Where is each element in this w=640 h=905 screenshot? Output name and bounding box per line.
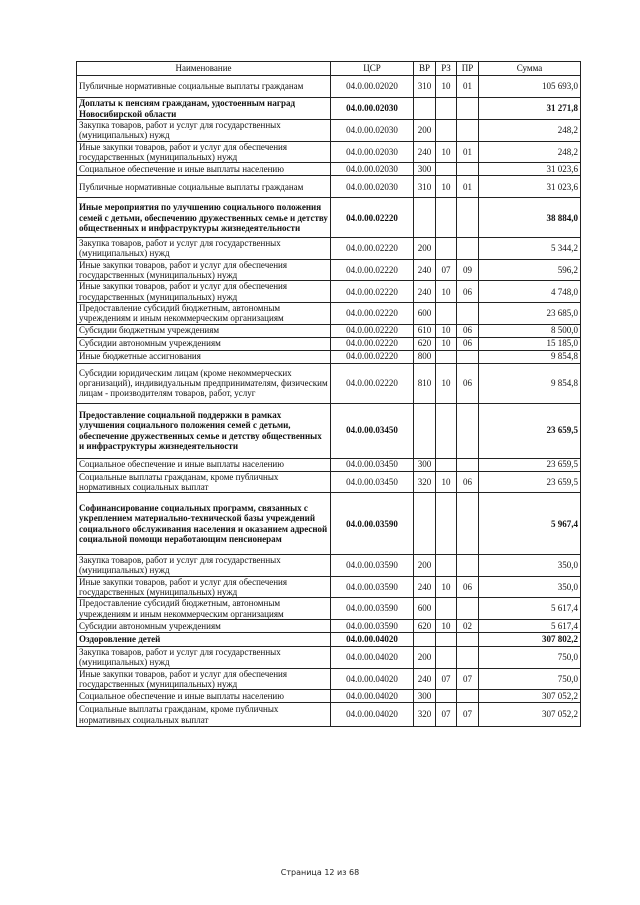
cell-name: Предоставление субсидий бюджетным, автономным учреждениям и иным некоммерческим организациям bbox=[77, 302, 331, 324]
cell-csr: 04.0.00.02030 bbox=[331, 141, 414, 163]
cell-name: Социальное обеспечение и иные выплаты населению bbox=[77, 458, 331, 471]
cell-vr: 200 bbox=[414, 238, 436, 260]
cell-vr: 240 bbox=[414, 141, 436, 163]
cell-csr: 04.0.00.04020 bbox=[331, 646, 414, 668]
table-row bbox=[77, 363, 581, 403]
cell-pr: 06 bbox=[457, 363, 479, 403]
cell-vr: 200 bbox=[414, 120, 436, 142]
cell-pr: 09 bbox=[457, 259, 479, 281]
cell-sum: 307 052,2 bbox=[479, 690, 581, 703]
cell-csr: 04.0.00.04020 bbox=[331, 703, 414, 727]
table-row bbox=[77, 471, 581, 493]
cell-rz: 10 bbox=[436, 619, 457, 632]
cell-sum: 105 693,0 bbox=[479, 76, 581, 98]
cell-pr: 06 bbox=[457, 324, 479, 337]
cell-rz bbox=[436, 555, 457, 577]
cell-vr: 810 bbox=[414, 363, 436, 403]
cell-sum: 750,0 bbox=[479, 668, 581, 690]
cell-rz: 10 bbox=[436, 471, 457, 493]
table-row bbox=[77, 619, 581, 632]
cell-sum: 596,2 bbox=[479, 259, 581, 281]
cell-name: Иные бюджетные ассигнования bbox=[77, 350, 331, 363]
header-rz: РЗ bbox=[436, 62, 457, 76]
cell-name: Социальные выплаты гражданам, кроме публичных нормативных социальных выплат bbox=[77, 471, 331, 493]
cell-rz bbox=[436, 120, 457, 142]
table-row bbox=[77, 238, 581, 260]
cell-vr bbox=[414, 98, 436, 120]
cell-csr: 04.0.00.02220 bbox=[331, 198, 414, 238]
cell-pr: 06 bbox=[457, 576, 479, 598]
table-row bbox=[77, 120, 581, 142]
cell-vr: 240 bbox=[414, 281, 436, 303]
cell-rz bbox=[436, 238, 457, 260]
cell-pr bbox=[457, 350, 479, 363]
cell-rz: 10 bbox=[436, 324, 457, 337]
cell-pr: 01 bbox=[457, 76, 479, 98]
cell-csr: 04.0.00.02220 bbox=[331, 363, 414, 403]
cell-csr: 04.0.00.02030 bbox=[331, 120, 414, 142]
cell-vr: 610 bbox=[414, 324, 436, 337]
cell-rz: 10 bbox=[436, 76, 457, 98]
cell-name: Публичные нормативные социальные выплаты гражданам bbox=[77, 76, 331, 98]
cell-csr: 04.0.00.02220 bbox=[331, 238, 414, 260]
cell-rz: 10 bbox=[436, 281, 457, 303]
cell-name: Софинансирование социальных программ, связанных с укреплением материально-технической базы учреждений социального обслуживания населения и оказанием адресной социальной помощи неработающим пенсионерам bbox=[77, 493, 331, 555]
cell-rz: 07 bbox=[436, 703, 457, 727]
header-pr: ПР bbox=[457, 62, 479, 76]
cell-sum: 350,0 bbox=[479, 555, 581, 577]
cell-rz bbox=[436, 198, 457, 238]
table-row bbox=[77, 259, 581, 281]
table-row bbox=[77, 598, 581, 620]
cell-sum: 4 748,0 bbox=[479, 281, 581, 303]
cell-csr: 04.0.00.03590 bbox=[331, 576, 414, 598]
cell-sum: 248,2 bbox=[479, 141, 581, 163]
table-row bbox=[77, 98, 581, 120]
cell-pr: 07 bbox=[457, 703, 479, 727]
cell-rz bbox=[436, 458, 457, 471]
table-row bbox=[77, 198, 581, 238]
cell-rz bbox=[436, 632, 457, 646]
cell-vr: 300 bbox=[414, 458, 436, 471]
cell-csr: 04.0.00.04020 bbox=[331, 668, 414, 690]
cell-vr: 600 bbox=[414, 302, 436, 324]
cell-name: Предоставление субсидий бюджетным, автономным учреждениям и иным некоммерческим организациям bbox=[77, 598, 331, 620]
cell-rz bbox=[436, 350, 457, 363]
cell-name: Социальное обеспечение и иные выплаты населению bbox=[77, 690, 331, 703]
table-row bbox=[77, 163, 581, 176]
cell-name: Иные мероприятия по улучшению социального положения семей с детьми, обеспечению дружественных семье и детству общественных и инфраструктуры жизнедеятельности bbox=[77, 198, 331, 238]
table-row bbox=[77, 141, 581, 163]
cell-rz: 07 bbox=[436, 668, 457, 690]
cell-pr bbox=[457, 555, 479, 577]
cell-vr: 300 bbox=[414, 163, 436, 176]
table-row bbox=[77, 302, 581, 324]
header-sum: Сумма bbox=[479, 62, 581, 76]
cell-pr: 02 bbox=[457, 619, 479, 632]
cell-name: Закупка товаров, работ и услуг для государственных (муниципальных) нужд bbox=[77, 646, 331, 668]
cell-sum: 8 500,0 bbox=[479, 324, 581, 337]
cell-vr bbox=[414, 632, 436, 646]
cell-sum: 5 617,4 bbox=[479, 619, 581, 632]
table-row bbox=[77, 458, 581, 471]
cell-pr bbox=[457, 163, 479, 176]
cell-csr: 04.0.00.02220 bbox=[331, 324, 414, 337]
cell-name: Иные закупки товаров, работ и услуг для обеспечения государственных (муниципальных) нужд bbox=[77, 668, 331, 690]
cell-sum: 31 023,6 bbox=[479, 163, 581, 176]
cell-pr bbox=[457, 238, 479, 260]
table-row bbox=[77, 555, 581, 577]
cell-sum: 23 659,5 bbox=[479, 403, 581, 458]
cell-name: Закупка товаров, работ и услуг для государственных (муниципальных) нужд bbox=[77, 555, 331, 577]
cell-vr: 620 bbox=[414, 337, 436, 350]
cell-rz bbox=[436, 163, 457, 176]
table-row bbox=[77, 576, 581, 598]
cell-pr bbox=[457, 646, 479, 668]
cell-csr: 04.0.00.02030 bbox=[331, 176, 414, 198]
cell-pr bbox=[457, 458, 479, 471]
cell-name: Иные закупки товаров, работ и услуг для обеспечения государственных (муниципальных) нужд bbox=[77, 259, 331, 281]
table-header bbox=[77, 62, 581, 76]
cell-pr bbox=[457, 598, 479, 620]
table-row bbox=[77, 632, 581, 646]
cell-name: Оздоровление детей bbox=[77, 632, 331, 646]
cell-pr: 01 bbox=[457, 176, 479, 198]
cell-name: Субсидии автономным учреждениям bbox=[77, 619, 331, 632]
cell-sum: 23 659,5 bbox=[479, 471, 581, 493]
cell-sum: 750,0 bbox=[479, 646, 581, 668]
cell-name: Иные закупки товаров, работ и услуг для обеспечения государственных (муниципальных) нужд bbox=[77, 281, 331, 303]
cell-pr: 06 bbox=[457, 281, 479, 303]
cell-sum: 31 023,6 bbox=[479, 176, 581, 198]
cell-csr: 04.0.00.02030 bbox=[331, 98, 414, 120]
cell-sum: 31 271,8 bbox=[479, 98, 581, 120]
page-footer: Страница 12 из 68 bbox=[280, 868, 360, 877]
cell-sum: 9 854,8 bbox=[479, 350, 581, 363]
table-row bbox=[77, 350, 581, 363]
cell-sum: 248,2 bbox=[479, 120, 581, 142]
header-name: Наименование bbox=[77, 62, 331, 76]
cell-sum: 23 685,0 bbox=[479, 302, 581, 324]
cell-pr bbox=[457, 198, 479, 238]
cell-csr: 04.0.00.03590 bbox=[331, 555, 414, 577]
cell-name: Закупка товаров, работ и услуг для государственных (муниципальных) нужд bbox=[77, 120, 331, 142]
cell-vr: 620 bbox=[414, 619, 436, 632]
cell-sum: 15 185,0 bbox=[479, 337, 581, 350]
cell-rz: 10 bbox=[436, 141, 457, 163]
table-row bbox=[77, 493, 581, 555]
cell-vr: 310 bbox=[414, 176, 436, 198]
cell-pr: 01 bbox=[457, 141, 479, 163]
cell-sum: 307 052,2 bbox=[479, 703, 581, 727]
table-row bbox=[77, 76, 581, 98]
cell-name: Субсидии юридическим лицам (кроме некоммерческих организаций), индивидуальным предпринимателям, физическим лицам - производителям товаров, работ, услуг bbox=[77, 363, 331, 403]
cell-name: Социальные выплаты гражданам, кроме публичных нормативных социальных выплат bbox=[77, 703, 331, 727]
cell-pr bbox=[457, 690, 479, 703]
cell-pr: 06 bbox=[457, 337, 479, 350]
cell-csr: 04.0.00.02220 bbox=[331, 281, 414, 303]
table-row bbox=[77, 324, 581, 337]
cell-vr: 800 bbox=[414, 350, 436, 363]
table-body bbox=[77, 76, 581, 727]
cell-rz: 10 bbox=[436, 337, 457, 350]
cell-rz: 10 bbox=[436, 363, 457, 403]
cell-vr: 310 bbox=[414, 76, 436, 98]
cell-vr: 300 bbox=[414, 690, 436, 703]
cell-vr bbox=[414, 403, 436, 458]
cell-csr: 04.0.00.03590 bbox=[331, 598, 414, 620]
cell-rz bbox=[436, 302, 457, 324]
table-row bbox=[77, 176, 581, 198]
cell-sum: 9 854,8 bbox=[479, 363, 581, 403]
table-row bbox=[77, 668, 581, 690]
cell-rz bbox=[436, 598, 457, 620]
table-row bbox=[77, 337, 581, 350]
cell-pr bbox=[457, 302, 479, 324]
cell-pr: 06 bbox=[457, 471, 479, 493]
cell-name: Предоставление социальной поддержки в рамках улучшения социального положения семей с детьми, обеспечение дружественных семье и детству общественных и инфраструктуры жизнедеятельности bbox=[77, 403, 331, 458]
cell-vr: 240 bbox=[414, 576, 436, 598]
cell-rz bbox=[436, 98, 457, 120]
cell-csr: 04.0.00.02030 bbox=[331, 163, 414, 176]
cell-pr bbox=[457, 493, 479, 555]
table-row bbox=[77, 281, 581, 303]
cell-vr: 600 bbox=[414, 598, 436, 620]
cell-sum: 350,0 bbox=[479, 576, 581, 598]
cell-name: Субсидии автономным учреждениям bbox=[77, 337, 331, 350]
cell-vr bbox=[414, 198, 436, 238]
cell-name: Иные закупки товаров, работ и услуг для обеспечения государственных (муниципальных) нужд bbox=[77, 576, 331, 598]
header-vr: ВР bbox=[414, 62, 436, 76]
cell-rz: 10 bbox=[436, 576, 457, 598]
cell-rz bbox=[436, 646, 457, 668]
cell-sum: 5 344,2 bbox=[479, 238, 581, 260]
cell-csr: 04.0.00.03590 bbox=[331, 619, 414, 632]
cell-vr: 240 bbox=[414, 668, 436, 690]
cell-name: Публичные нормативные социальные выплаты гражданам bbox=[77, 176, 331, 198]
cell-name: Доплаты к пенсиям гражданам, удостоенным наград Новосибирской области bbox=[77, 98, 331, 120]
cell-vr: 320 bbox=[414, 471, 436, 493]
cell-sum: 23 659,5 bbox=[479, 458, 581, 471]
cell-vr bbox=[414, 493, 436, 555]
cell-vr: 320 bbox=[414, 703, 436, 727]
cell-name: Закупка товаров, работ и услуг для государственных (муниципальных) нужд bbox=[77, 238, 331, 260]
cell-csr: 04.0.00.02220 bbox=[331, 337, 414, 350]
cell-rz: 07 bbox=[436, 259, 457, 281]
table-row bbox=[77, 703, 581, 727]
cell-csr: 04.0.00.03450 bbox=[331, 471, 414, 493]
cell-csr: 04.0.00.02220 bbox=[331, 302, 414, 324]
cell-pr bbox=[457, 98, 479, 120]
cell-csr: 04.0.00.03590 bbox=[331, 493, 414, 555]
cell-csr: 04.0.00.03450 bbox=[331, 458, 414, 471]
cell-csr: 04.0.00.02020 bbox=[331, 76, 414, 98]
cell-sum: 5 617,4 bbox=[479, 598, 581, 620]
header-row bbox=[77, 62, 581, 76]
cell-sum: 38 884,0 bbox=[479, 198, 581, 238]
cell-csr: 04.0.00.04020 bbox=[331, 690, 414, 703]
table-row bbox=[77, 646, 581, 668]
cell-pr bbox=[457, 632, 479, 646]
cell-rz bbox=[436, 690, 457, 703]
cell-sum: 307 802,2 bbox=[479, 632, 581, 646]
cell-csr: 04.0.00.02220 bbox=[331, 350, 414, 363]
budget-table bbox=[76, 61, 581, 727]
cell-csr: 04.0.00.03450 bbox=[331, 403, 414, 458]
cell-rz bbox=[436, 493, 457, 555]
cell-name: Иные закупки товаров, работ и услуг для обеспечения государственных (муниципальных) нужд bbox=[77, 141, 331, 163]
table-row bbox=[77, 403, 581, 458]
cell-pr bbox=[457, 403, 479, 458]
cell-pr: 07 bbox=[457, 668, 479, 690]
table-row bbox=[77, 690, 581, 703]
cell-pr bbox=[457, 120, 479, 142]
header-csr: ЦСР bbox=[331, 62, 414, 76]
cell-sum: 5 967,4 bbox=[479, 493, 581, 555]
cell-csr: 04.0.00.04020 bbox=[331, 632, 414, 646]
cell-vr: 240 bbox=[414, 259, 436, 281]
cell-csr: 04.0.00.02220 bbox=[331, 259, 414, 281]
cell-name: Социальное обеспечение и иные выплаты населению bbox=[77, 163, 331, 176]
cell-vr: 200 bbox=[414, 555, 436, 577]
cell-vr: 200 bbox=[414, 646, 436, 668]
cell-rz: 10 bbox=[436, 176, 457, 198]
cell-rz bbox=[436, 403, 457, 458]
cell-name: Субсидии бюджетным учреждениям bbox=[77, 324, 331, 337]
